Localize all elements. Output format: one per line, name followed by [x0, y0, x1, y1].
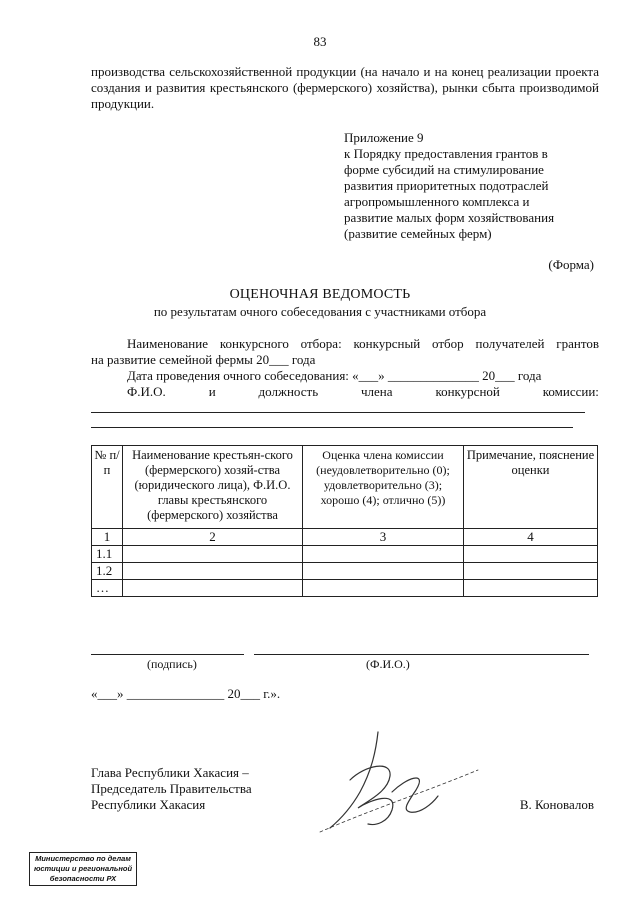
appendix-line: форме субсидий на стимулирование — [344, 162, 544, 177]
table-row — [92, 580, 598, 597]
table-cell: 1 — [92, 529, 123, 546]
table-cell: … — [92, 580, 123, 597]
table-cell — [123, 580, 303, 597]
table-header: Оценка члена комиссии (неудовлетворительно (0); удовлетворительно (3); хорошо (4); отлично (5)) — [303, 446, 464, 529]
table-number-row — [92, 529, 598, 546]
table-cell — [464, 580, 598, 597]
appendix-line: агропромышленного комплекса и — [344, 194, 530, 209]
table-cell — [123, 546, 303, 563]
table-cell — [303, 580, 464, 597]
page-number: 83 — [313, 34, 327, 49]
fio-word: должность — [258, 384, 319, 399]
table-header: № п/п — [92, 446, 123, 529]
ministry-stamp — [29, 852, 137, 886]
table-header-row — [92, 446, 598, 529]
table-cell: 1.2 — [92, 563, 123, 580]
competition-paragraph — [91, 336, 599, 368]
competition-line: на развитие семейной фермы 20___ года — [91, 352, 316, 367]
appendix-line: Приложение 9 — [344, 130, 424, 145]
stamp-line: Министерство по делам — [35, 854, 131, 863]
appendix-line: к Порядку предоставления грантов в — [344, 146, 548, 161]
appendix-block — [344, 130, 604, 242]
head-title-line: Председатель Правительства — [91, 781, 252, 796]
table-cell: 2 — [123, 529, 303, 546]
appendix-line: развитие малых форм хозяйствования — [344, 210, 555, 225]
blank-line — [91, 412, 585, 413]
signature-image — [280, 730, 480, 840]
signer-name: В. Коновалов — [519, 797, 594, 812]
commission-member-line — [127, 384, 599, 400]
document-title: ОЦЕНОЧНАЯ ВЕДОМОСТЬ — [229, 287, 411, 302]
table-cell — [303, 563, 464, 580]
interview-date-line: Дата проведения очного собеседования: «___» ______________ 20___ года — [127, 368, 542, 383]
fio-word: комиссии: — [542, 384, 599, 399]
stamp-line: безопасности РХ — [49, 874, 117, 883]
table-header: Примечание, пояснение оценки — [464, 446, 598, 529]
intro-paragraph: производства сельскохозяйственной продукции (на начало и на конец реализации проекта создания и развития крестьянского (фермерского) хозяйства), рынки сбыта производимой продукции. — [91, 64, 599, 111]
table-cell — [464, 563, 598, 580]
head-title-block — [91, 765, 252, 813]
table-row — [92, 546, 598, 563]
form-label: (Форма) — [548, 257, 594, 272]
evaluation-table — [91, 445, 598, 597]
table-cell: 4 — [464, 529, 598, 546]
stamp-line: юстиции и региональной — [33, 864, 133, 873]
appendix-line: развития приоритетных подотраслей — [344, 178, 549, 193]
table-cell — [303, 546, 464, 563]
fio-word: члена — [361, 384, 393, 399]
fio-word: и — [208, 384, 216, 399]
table-cell — [123, 563, 303, 580]
head-title-line: Глава Республики Хакасия – — [91, 765, 249, 780]
table-cell: 3 — [303, 529, 464, 546]
appendix-line: (развитие семейных ферм) — [344, 226, 492, 241]
fio-word: конкурсной — [435, 384, 500, 399]
signature-blank-line — [91, 654, 244, 655]
table-cell — [464, 546, 598, 563]
fio-blank-line — [254, 654, 589, 655]
table-row — [92, 563, 598, 580]
fio-word: Ф.И.О. — [127, 384, 166, 399]
head-title-line: Республики Хакасия — [91, 797, 206, 812]
blank-line — [91, 427, 573, 428]
footer-date-line: «___» _______________ 20___ г.». — [91, 686, 281, 701]
fio-caption: (Ф.И.О.) — [366, 657, 410, 671]
competition-line: Наименование конкурсного отбора: конкурсный отбор получателей грантов — [127, 336, 599, 351]
table-cell: 1.1 — [92, 546, 123, 563]
signature-caption: (подпись) — [147, 657, 197, 671]
table-header: Наименование крестьян-ского (фермерского) хозяй-ства (юридического лица), Ф.И.О. главы крестьянского (фермерского) хозяйства — [123, 446, 303, 529]
document-subtitle: по результатам очного собеседования с участниками отбора — [153, 304, 487, 319]
